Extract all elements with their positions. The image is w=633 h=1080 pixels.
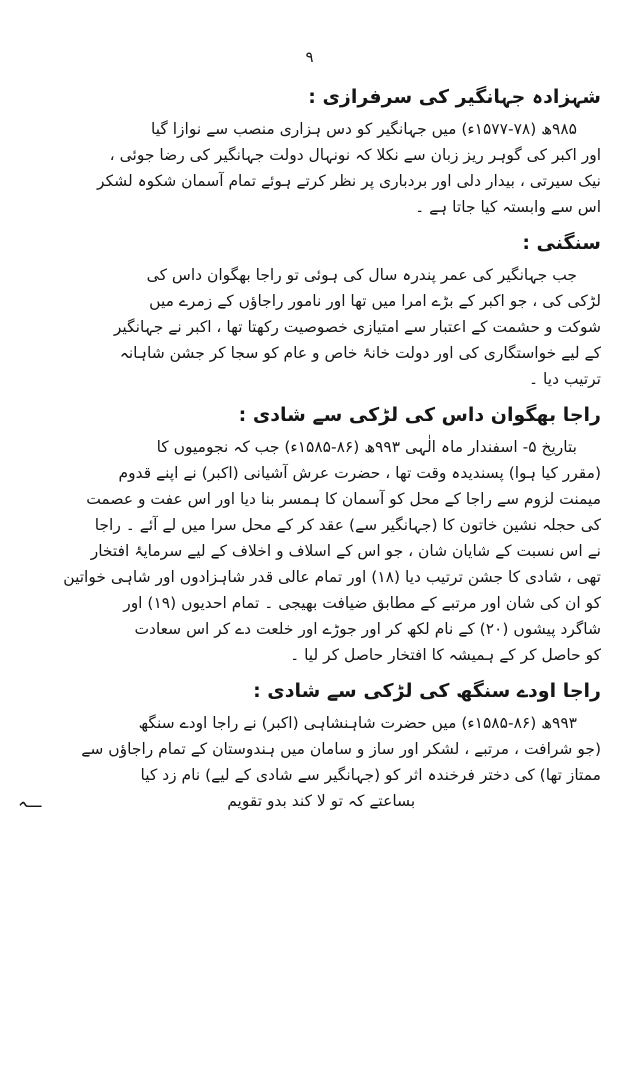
page-number: ۹ xyxy=(305,48,314,66)
section-bhagwan-das-marriage xyxy=(18,400,601,668)
catchword-row xyxy=(18,788,601,814)
section-paragraph: جب جہانگیر کی عمر پندرہ سال کی ہوئی تو راجا بھگوان داس کی لڑکی کی ، جو اکبر کے بڑے امرا میں تھا اور نامور راجاؤں کے زمرے میں شوکت و حشمت کے اعتبار سے امتیازی خصوصیت رکھتا تھا ، اکبر نے جہانگیر کے لیے خواستگاری کی اور دولت خانۂ خاص و عام کو سجا کر جشن شاہانہ ترتیب دیا ۔ xyxy=(113,266,601,388)
section-paragraph: ۹۹۳ھ (۸۶-۱۵۸۵ء) میں حضرت شاہنشاہی (اکبر) نے راجا اودے سنگھ (جو شرافت ، مرتبے ، لشکر اور ساز و سامان میں ہندوستان کے تمام راجاؤں سے ممتاز تھا) کی دختر فرخندہ اثر کو (جہانگیر سے شادی کے لیے) نام زد کیا xyxy=(81,714,601,784)
section-heading: سنگنی : xyxy=(522,232,601,254)
section-uday-singh-marriage xyxy=(18,676,601,788)
catch-mark: ـــہ xyxy=(18,791,42,811)
section-heading: راجا بھگوان داس کی لڑکی سے شادی : xyxy=(238,404,601,426)
section-paragraph: بتاریخ ۵- اسفندار ماہ الٰہی ۹۹۳ھ (۸۶-۱۵۸۵ء) جب کہ نجومیوں کا (مقرر کیا ہوا) پسندیدہ وقت تھا ، حضرت عرش آشیانی (اکبر) نے اپنے قدوم میمنت لزوم سے راجا کے محل کو آسمان کا ہمسر بنا دیا اور اس عفت و عصمت کی حجلہ نشین خاتون کا (جہانگیر سے) عقد کر کے محل سرا میں لے آئے ۔ راجا نے اس نسبت کے شایان شان ، جو اس کے اسلاف و اخلاف کے لیے سرمایۂ افتخار تھی ، شادی کا جشن ترتیب دیا (۱۸) اور تمام عالی قدر شاہزادوں اور شاہی خواتین کو ان کی شان اور مرتبے کے مطابق ضیافت بھیجی ۔ تمام احدیوں (۱۹) اور شاگرد پیشوں (۲۰) کے نام لکھ کر اور جوڑے اور خلعت دے کر اس سعادت کو حاصل کر کے ہمیشہ کا افتخار حاصل کر لیا ۔ xyxy=(63,438,601,664)
verse-line: بساعتے کہ تو لا کند بدو تقویم xyxy=(227,792,416,810)
section-heading: راجا اودے سنگھ کی لڑکی سے شادی : xyxy=(253,680,601,702)
section-betrothal xyxy=(18,228,601,392)
section-prince-promotion xyxy=(18,82,601,220)
section-paragraph: ۹۸۵ھ (۷۸-۱۵۷۷ء) میں جہانگیر کو دس ہزاری منصب سے نوازا گیا اور اکبر کی گوہر ریز زبان سے نکلا کہ نونہال دولت جہانگیر کی رضا جوئی ، نیک سیرتی ، بیدار دلی اور بردباری پر نظر کرتے ہوئے تمام آسمان شکوہ لشکر اس سے وابستہ کیا جاتا ہے ۔ xyxy=(97,120,601,216)
section-heading: شہزادہ جہانگیر کی سرفرازی : xyxy=(308,86,601,108)
